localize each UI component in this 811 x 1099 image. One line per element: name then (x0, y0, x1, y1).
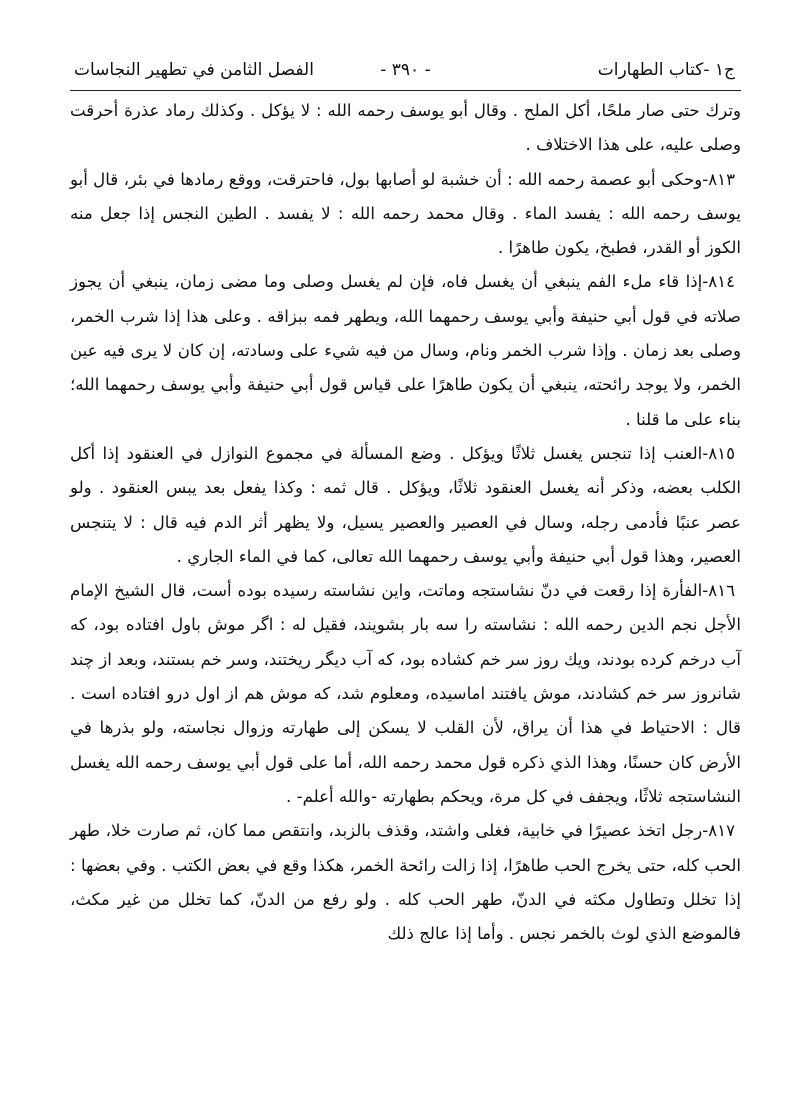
paragraph-text: العنب إذا تنجس يغسل ثلاثًا ويؤكل . وضع المسألة في مجموع النوازل في العنقود إذا أكل الكلب بعضه، وذكر أنه يغسل العنقود ثلاثًا، ويؤكل . قال ثمه : وكذا يفعل بعد يبس العنقود . ولو عصر عنبًا فأدمى رجله، وسال في العصير والعصير يسيل، ولا يظهر أثر الدم فيه قال : لا يتنجس العصير، وهذا قول أبي حنيفة وأبي يوسف رحمهما الله تعالى، كما في الماء الجاري . (70, 443, 741, 566)
page-number: - ٣٩٠ - (380, 60, 431, 80)
paragraph-number: ٨١٧- (702, 821, 735, 841)
paragraph-number: ٨١٣- (702, 169, 735, 189)
page-body (70, 94, 741, 951)
paragraph-text: إذا قاء ملء الفم ينبغي أن يغسل فاه، فإن لم يغسل وصلى وما مضى زمان، ينبغي أن يجوز صلاته في قول أبي حنيفة وأبي يوسف رحمهما الله، ويطهر فمه ببزاقه . وعلى هذا إذا شرب الخمر، وصلى بعد زمان . وإذا شرب الخمر ونام، وسال من فيه شيء على وسادته، إن كان لا يرى فيه عين الخمر، ولا يوجد رائحته، ينبغي أن يكون طاهرًا على قياس قول أبي حنيفة وأبي يوسف رحمهما الله؛ بناء على ما قلنا . (70, 272, 741, 429)
chapter-title: الفصل الثامن في تطهير النجاسات (74, 60, 314, 80)
paragraph-number: ٨١٤- (702, 272, 735, 292)
paragraph (70, 265, 741, 436)
paragraph-number: ٨١٦- (702, 581, 735, 601)
paragraph-text: رجل اتخذ عصيرًا في خابية، فغلى واشتد، وقذف بالزبد، وانتقص مما كان، ثم صارت خلا، طهر الحب كله، حتى يخرج الحب طاهرًا، إذا زالت رائحة الخمر، هكذا وقع في بعض الكتب . وفي بعضها : إذا تخلل وتطاول مكثه في الدنّ، طهر الحب كله . ولو رفع من الدنّ، كما تخلل من غير مكث، فالموضع الذي لوث بالخمر نجس . وأما إذا عالج ذلك (70, 821, 741, 944)
paragraph (70, 437, 741, 574)
paragraph-text: وترك حتى صار ملحًا، أكل الملح . وقال أبو يوسف رحمه الله : لا يؤكل . وكذلك رماد عذرة أحرقت وصلى عليه، على هذا الاختلاف . (70, 101, 741, 155)
book-title: ج١ -كتاب الطهارات (597, 60, 735, 80)
paragraph (70, 94, 741, 163)
paragraph-number: ٨١٥- (702, 443, 735, 463)
paragraph-text: الفأرة إذا رقعت في دنّ نشاستجه وماتت، واين نشاسته رسيده بوده أست، قال الشيخ الإمام الأجل نجم الدين رحمه الله : نشاسته را سه بار بشويند، فقيل له : اگر موش باول افتاده بود، كه آب درخم كرده بودند، ويك روز سر خم كشاده بود، كه آب ديگر ريختند، وسر خم بستند، وبعد از چند شانروز سر خم كشادند، موش يافتند اماسيده، ومعلوم شد، كه موش هم از اول درو افتاده است . قال : الاحتياط في هذا أن يراق، لأن القلب لا يسكن إلى طهارته وزوال نجاسته، ولو بذرها في الأرض كان حسنًا، وهذا الذي ذكره قول محمد رحمه الله، أما على قول أبي يوسف رحمه الله يغسل النشاستجه ثلاثًا، ويجفف في كل مرة، ويحكم بطهارته -والله أعلم- . (70, 581, 741, 806)
paragraph (70, 163, 741, 266)
header-divider (70, 90, 741, 91)
paragraph (70, 814, 741, 951)
page-header (70, 58, 741, 88)
paragraph-text: وحكى أبو عصمة رحمه الله : أن خشبة لو أصابها بول، فاحترقت، ووقع رمادها في بئر، قال أبو يوسف رحمه الله : يفسد الماء . وقال محمد رحمه الله : لا يفسد . الطين النجس إذا جعل منه الكوز أو القدر، فطبخ، يكون طاهرًا . (70, 169, 741, 258)
paragraph (70, 574, 741, 814)
